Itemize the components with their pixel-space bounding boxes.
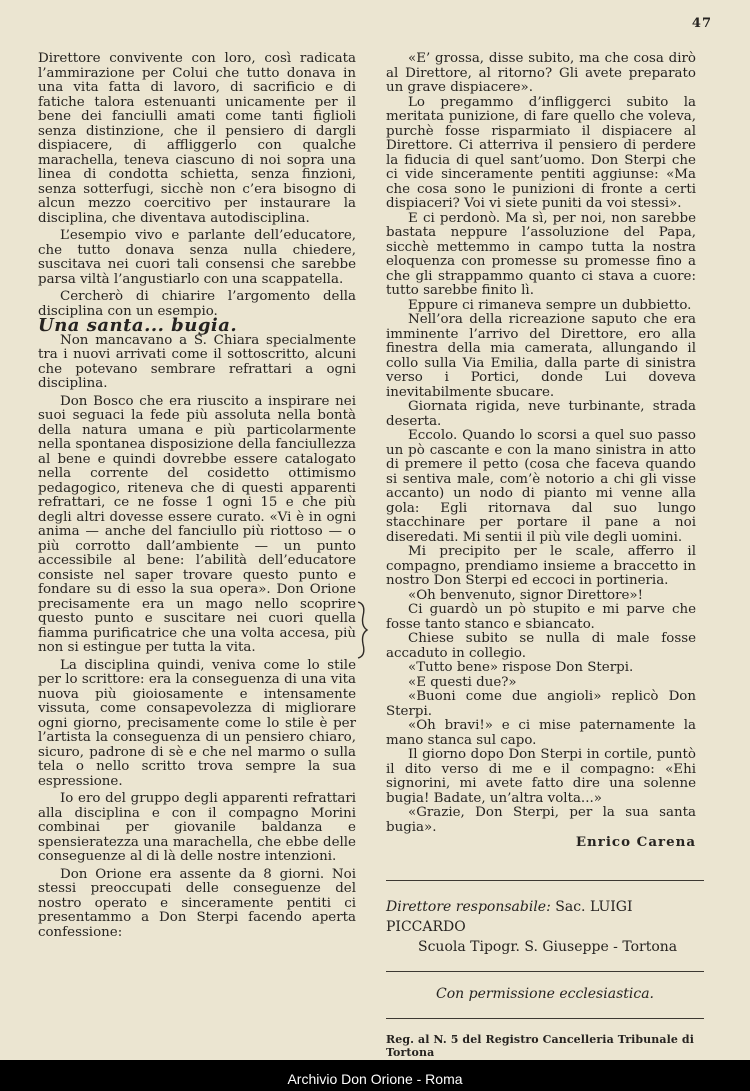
paragraph: Io ero del gruppo degli apparenti refrattari alla disciplina e con il compagno Morini combinai per giovanile baldanza e spensieratezza una marachella, che ebbe delle conseguenze al di là delle nostre intenzioni. bbox=[38, 791, 356, 864]
divider bbox=[386, 1018, 704, 1019]
imprint-block bbox=[386, 880, 704, 1059]
paragraph: Giornata rigida, neve turbinante, strada deserta. bbox=[386, 399, 696, 429]
director-label: Direttore responsabile: bbox=[386, 899, 551, 915]
author-signature: Enrico Carena bbox=[575, 834, 696, 850]
paragraph: «Oh bravi!» e ci mise paternamente la mano stanca sul capo. bbox=[386, 718, 696, 748]
paragraph: La disciplina quindi, veniva come lo stile per lo scrittore: era la conseguenza di una vita nuova più gioiosamente e intensamente vissuta, come consapevolezza di migliorare ogni giorno, precisamente come lo stile è per l’artista la conseguenza di un pensiero chiaro, sicuro, padrone di sè e che nel marmo o sulla tela o nello scritto trova sempre la sua espressione. bbox=[38, 657, 356, 789]
paragraph: «Buoni come due angioli» replicò Don Sterpi. bbox=[386, 689, 696, 719]
director-credit bbox=[386, 881, 704, 957]
archive-label: Archivio Don Orione - Roma bbox=[287, 1071, 463, 1087]
paragraph: Non mancavano a S. Chiara specialmente tra i nuovi arrivati come il sottoscritto, alcuni che potevano sembrare refrattari a ogni disciplina. bbox=[38, 332, 356, 391]
paragraph: «Oh benvenuto, signor Direttore»! bbox=[408, 587, 644, 603]
paragraph: Eccolo. Quando lo scorsi a quel suo passo un pò cascante e con la mano sinistra in atto di premere il petto (cosa che faceva quando si sentiva male, com’è notorio a chi gli visse accanto) un nodo di pianto mi venne alla gola: Egli ritornava dal suo lungo stacchinare per portare il pane a noi diseredati. Mi sentii il più vile degli uomini. bbox=[386, 428, 696, 545]
paragraph: Chiese subito se nulla di male fosse accaduto in collegio. bbox=[386, 631, 696, 661]
left-column bbox=[38, 52, 356, 940]
page-number: 47 bbox=[691, 16, 712, 31]
section-heading: Una santa... bugia. bbox=[38, 315, 238, 336]
paragraph: Nell’ora della ricreazione saputo che era imminente l’arrivo del Direttore, ero alla finestra della mia camerata, allungando il collo sulla Via Emilia, dalla parte di sinistra verso i Portici, donde Lui doveva inevitabilmente sbucare. bbox=[386, 312, 696, 400]
ecclesiastical-approval: Con permissione ecclesiastica. bbox=[436, 986, 654, 1002]
paragraph: Don Orione era assente da 8 giorni. Noi stessi preoccupati delle conseguenze del nostro operato e sinceramente pentiti ci presentammo a Don Sterpi facendo aperta confessione: bbox=[38, 866, 356, 940]
paragraph: «Tutto bene» rispose Don Sterpi. bbox=[408, 660, 634, 675]
paragraph: Il giorno dopo Don Sterpi in cortile, puntò il dito verso di me e il compagno: «Ehi signorini, mi avete fatto dire una solenne bugia! Badate, un’altra volta...» bbox=[386, 747, 696, 806]
paragraph: Direttore convivente con loro, così radicata l’ammirazione per Colui che tutto donava in una vita fatta di lavoro, di sacrificio e di fatiche talora estenuanti unicamente per il bene dei fanciulli amati come tanti figlioli senza distinzione, che il pensiero di dargli dispiacere, di affliggerlo con qualche marachella, teneva ciascuno di noi sopra una linea di condotta schietta, senza finzioni, senza sotterfugi, sicchè non c’era bisogno di alcun mezzo coercitivo per instaurare la disciplina, che diventava autodisciplina. bbox=[38, 51, 356, 226]
paragraph: «Grazie, Don Sterpi, per la sua santa bugia». bbox=[386, 805, 696, 835]
paragraph: Eppure ci rimaneva sempre un dubbietto. bbox=[408, 297, 692, 313]
paragraph: E ci perdonò. Ma sì, per noi, non sarebbe bastata neppure l’assoluzione del Papa, sicchè mettemmo in campo tutta la nostra eloquenza con promesse su promesse fino a che gli strappammo quanto ci stava a cuore: tutto sarebbe finito lì. bbox=[386, 210, 696, 298]
paragraph: «E’ grossa, disse subito, ma che cosa dirò al Direttore, al ritorno? Gli avete preparato un grave dispiacere». bbox=[386, 51, 696, 95]
printer-credit: Scuola Tipogr. S. Giuseppe - Tortona bbox=[418, 939, 678, 955]
right-column bbox=[386, 52, 696, 850]
paragraph: L’esempio vivo e parlante dell’educatore, che tutto donava senza nulla chiedere, suscitava nei cuori tali consensi che sarebbe parsa viltà l’angustiarlo con una scappatella. bbox=[38, 228, 356, 287]
paragraph: Mi precipito per le scale, afferro il compagno, prendiamo insieme a braccetto in nostro Don Sterpi ed eccoci in portineria. bbox=[386, 544, 696, 588]
handwritten-brace-mark bbox=[355, 600, 369, 660]
paragraph: Don Bosco che era riuscito a inspirare nei suoi seguaci la fede più assoluta nella bontà della natura umana e più particolarmente nella spontanea disposizione della fanciullezza al bene e quindi dovrebbe essere catalogato nella corrente del cosidetto ottimismo pedagogico, riteneva che di questi apparenti refrattari, ce ne fosse 1 ogni 15 e che più degli altri dovesse essere curato. «Vi è in ogni anima — anche del fanciullo più riottoso — o più corrotto dall’ambiente — un punto accessibile al bene: l’abilità dell’educatore consiste nel saper trovare questo punto e fondare su di esso la sua opera». Don Orione precisamente era un mago nello scoprire questo punto e suscitare nei cuori quella fiamma purificatrice che una volta accesa, più non si estingue per tutta la vita. bbox=[38, 393, 356, 655]
director-name: Sac. LUIGI PICCARDO bbox=[386, 899, 633, 935]
paragraph: Ci guardò un pò stupito e mi parve che fosse tanto stanco e sbiancato. bbox=[386, 602, 696, 632]
paragraph: «E questi due?» bbox=[408, 674, 517, 690]
paragraph: Lo pregammo d’infliggerci subito la meritata punizione, di fare quello che voleva, purchè fosse risparmiato il dispiacere al Direttore. Ci atterriva il pensiero di perdere la fiducia di quel sant’uomo. Don Sterpi che ci vide sinceramente pentiti aggiunse: «Ma che cosa sono le punizioni di fronte a certi dispiaceri? Voi vi siete puniti da voi stessi». bbox=[386, 94, 696, 211]
registry-note: Reg. al N. 5 del Registro Cancelleria Tribunale di Tortona bbox=[386, 1033, 694, 1059]
paragraph: Cercherò di chiarire l’argomento della disciplina con un esempio. bbox=[38, 289, 356, 319]
